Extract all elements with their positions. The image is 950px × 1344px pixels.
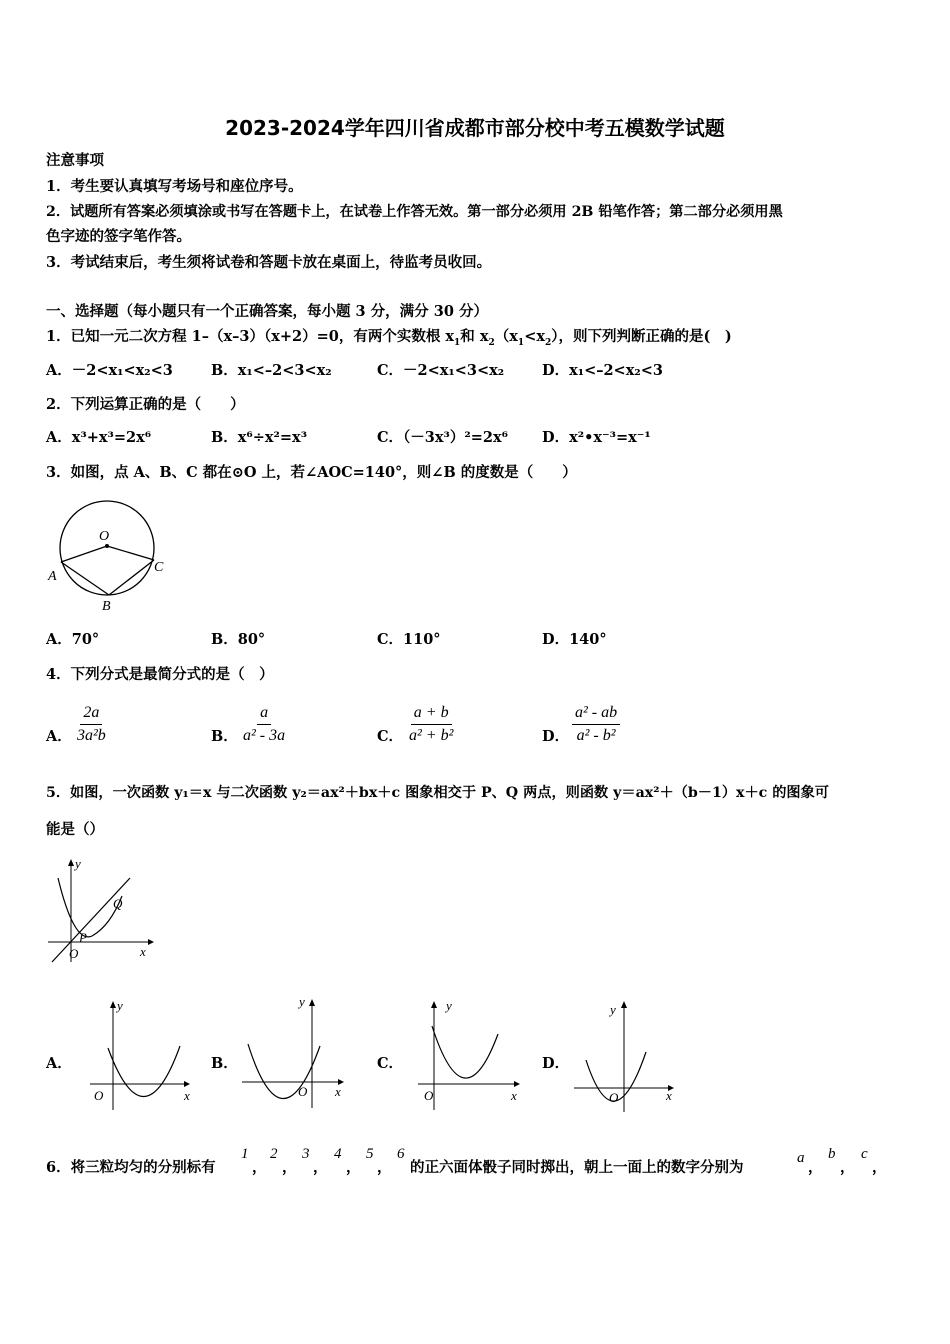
q3-option-c[interactable]: C．110° (377, 631, 441, 648)
radius-oa (61, 546, 107, 562)
q6-var-a: a (797, 1150, 805, 1166)
parabola (248, 1044, 320, 1099)
label-o: O (99, 529, 110, 544)
x-arrow (184, 1081, 190, 1087)
label-y: y (446, 998, 452, 1013)
q5-stem-line2: 能是（） (46, 821, 104, 838)
q6-var-b: b (828, 1146, 836, 1162)
label-x: x (140, 944, 146, 959)
q4-option-c[interactable]: C． (377, 728, 404, 745)
parabola (108, 1046, 180, 1097)
q5-option-a[interactable]: A． (46, 1055, 72, 1072)
parabola (432, 1026, 498, 1078)
q6-var-c: c (861, 1146, 868, 1162)
label-b: B (102, 599, 111, 614)
q4-stem: 4．下列分式是最简分式的是（ ） (46, 666, 274, 683)
q5-option-c[interactable]: C． (377, 1055, 404, 1072)
q3-stem: 3．如图，点 A、B、C 都在⊙O 上，若∠AOC=140°，则∠B 的度数是（ ） (46, 464, 577, 481)
q1-option-c[interactable]: C．－2<x₁<3<x₂ (377, 362, 505, 379)
q6-number-2: 2 (270, 1146, 278, 1162)
x-arrow (148, 939, 154, 945)
q6-comma-c: ， (872, 1159, 887, 1176)
notice-item-1: 1．考生要认真填写考场号和座位序号。 (46, 178, 303, 195)
q2-option-c[interactable]: C．（－3x³）²=2x⁶ (377, 429, 508, 446)
q6-comma-b: ， (840, 1159, 855, 1176)
chord-cb (109, 560, 154, 595)
q2-option-a[interactable]: A．x³+x³=2x⁶ (46, 429, 152, 446)
q6-comma-3: ， (313, 1159, 328, 1176)
label-y: y (75, 856, 81, 871)
label-c: C (154, 560, 164, 575)
label-q: Q (113, 896, 123, 911)
q5-graph-c[interactable] (416, 996, 528, 1112)
q4-fraction-d: $\frac{\text{a² - ab}}{\text{a² - b²}}$ (572, 704, 620, 745)
q6-comma-a: ， (808, 1159, 823, 1176)
q3-circle-figure (44, 496, 174, 618)
q4-option-a[interactable]: A． (46, 728, 72, 745)
q5-graph-a[interactable] (86, 996, 198, 1112)
q1-option-b[interactable]: B．x₁<–2<3<x₂ (211, 362, 332, 379)
q2-option-d[interactable]: D．x²•x⁻³=x⁻¹ (542, 429, 651, 446)
q5-main-figure (44, 856, 156, 968)
y-arrow (309, 999, 315, 1006)
y-arrow (621, 1001, 627, 1008)
notice-heading: 注意事项 (46, 152, 104, 169)
radius-oc (107, 546, 154, 560)
q1-option-a[interactable]: A．－2<x₁<x₂<3 (46, 362, 173, 379)
q4-option-b[interactable]: B． (211, 728, 238, 745)
q4-fraction-b: $\frac{a}{\text{a² - 3a}}$ (243, 704, 286, 744)
center-point (105, 544, 109, 548)
q6-stem-b: 的正六面体骰子同时掷出，朝上一面上的数字分别为 (410, 1159, 744, 1176)
q1-stem: 1．已知一元二次方程 1–（x–3）（x+2）=0，有两个实数根 $x_1$和 $x_2(x_1<x_2)$，则下列判断正确的是( ) (46, 328, 732, 348)
q6-number-3: 3 (302, 1146, 310, 1162)
label-a: A (48, 569, 57, 584)
y-arrow (110, 1001, 116, 1008)
q6-comma-4: ， (346, 1159, 361, 1176)
label-y: y (610, 1002, 616, 1017)
line-y1 (52, 878, 130, 962)
label-o: O (69, 946, 79, 961)
q5-option-d[interactable]: D． (542, 1055, 570, 1072)
q2-option-b[interactable]: B．x⁶÷x²=x³ (211, 429, 308, 446)
label-p: P (79, 930, 87, 945)
q5-graph-d[interactable] (572, 996, 684, 1112)
label-o: O (94, 1088, 104, 1103)
q3-option-d[interactable]: D．140° (542, 631, 607, 648)
label-y: y (299, 994, 305, 1009)
label-o: O (424, 1088, 434, 1103)
q6-number-1: 1 (241, 1146, 249, 1162)
label-x: x (184, 1088, 190, 1103)
q5-stem-line1: 5．如图，一次函数 y₁＝x 与二次函数 y₂＝ax²＋bx＋c 图象相交于 P、Q 两点，则函数 y＝ax²＋（b－1）x＋c 的图象可 (46, 785, 829, 801)
notice-item-2: 2．试题所有答案必须填涂或书写在答题卡上，在试卷上作答无效。第一部分必须用 2B 铅笔作答；第二部分必须用黑 (46, 204, 783, 220)
q4-fraction-c: $\frac{a + b}{\text{a² + b²}}$ (409, 704, 454, 744)
label-x: x (511, 1088, 517, 1103)
label-x: x (666, 1088, 672, 1103)
label-o: O (609, 1090, 619, 1105)
y-arrow (431, 1001, 437, 1008)
q3-option-a[interactable]: A．70° (46, 631, 100, 648)
section-heading: 一、选择题（每小题只有一个正确答案，每小题 3 分，满分 30 分） (46, 303, 488, 320)
q6-comma-5: ， (377, 1159, 392, 1176)
q4-option-d[interactable]: D． (542, 728, 570, 745)
label-o: O (298, 1084, 308, 1099)
q4-fraction-a: $\frac{2a}{\text{3a²b}}$ (77, 704, 106, 744)
q6-number-6: 6 (397, 1146, 405, 1162)
q6-number-4: 4 (334, 1146, 342, 1162)
y-arrow (68, 859, 74, 866)
x-arrow (514, 1081, 520, 1087)
q3-option-b[interactable]: B．80° (211, 631, 266, 648)
q1-option-d[interactable]: D．x₁<–2<x₂<3 (542, 362, 663, 379)
q6-number-5: 5 (366, 1146, 374, 1162)
label-x: x (335, 1084, 341, 1099)
q5-option-b[interactable]: B． (211, 1055, 238, 1072)
q6-stem-a: 6．将三粒均匀的分别标有 (46, 1159, 216, 1176)
notice-item-3: 3．考试结束后，考生须将试卷和答题卡放在桌面上，待监考员收回。 (46, 254, 492, 271)
q5-graph-b[interactable] (240, 992, 352, 1108)
label-y: y (117, 998, 123, 1013)
q6-comma-1: ， (252, 1159, 267, 1176)
notice-item-2-cont: 色字迹的签字笔作答。 (46, 228, 191, 245)
exam-title: 2023-2024学年四川省成都市部分校中考五模数学试题 (225, 116, 725, 140)
q6-comma-2: ， (282, 1159, 297, 1176)
q2-stem: 2．下列运算正确的是（ ） (46, 396, 245, 413)
